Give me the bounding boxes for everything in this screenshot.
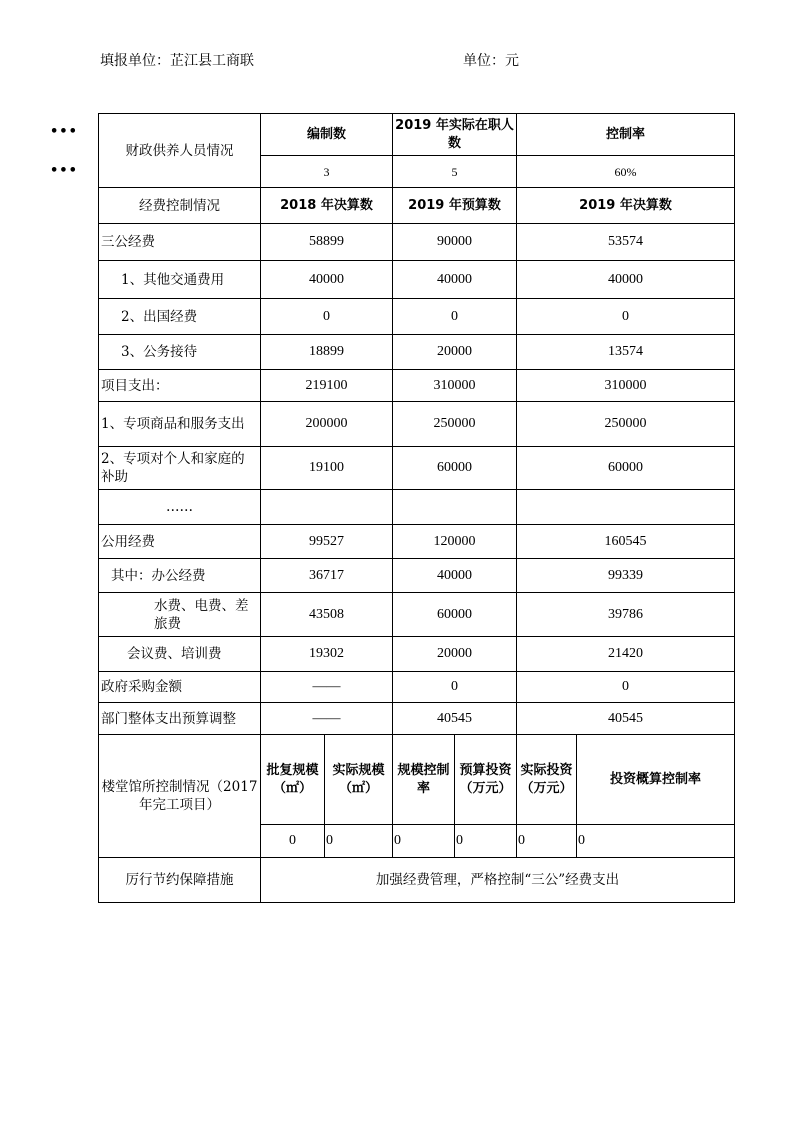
row-label: 部门整体支出预算调整 [99, 703, 261, 735]
cell: 160545 [517, 525, 735, 559]
cell: 310000 [517, 370, 735, 402]
cell: 60000 [393, 593, 517, 637]
row-label: 政府采购金额 [99, 672, 261, 703]
cell: 0 [393, 672, 517, 703]
cell: 200000 [261, 402, 393, 447]
cell: 60000 [517, 447, 735, 490]
expense-control-table [98, 113, 735, 903]
row-label: 1、其他交通费用 [99, 261, 261, 299]
cell: 20000 [393, 335, 517, 370]
cell: 219100 [261, 370, 393, 402]
saving-measures: 加强经费管理，严格控制“三公”经费支出 [261, 858, 735, 903]
reporting-unit: 填报单位：芷江县工商联 [100, 53, 254, 69]
currency-unit: 单位：元 [463, 53, 519, 69]
cell: 0 [261, 299, 393, 335]
staff-value: 60% [517, 156, 735, 188]
building-value: 0 [577, 825, 735, 858]
cell: 13574 [517, 335, 735, 370]
cell [517, 490, 735, 525]
building-value: 0 [261, 825, 325, 858]
row-label: 2、出国经费 [99, 299, 261, 335]
cell: 18899 [261, 335, 393, 370]
row-label: 水费、电费、差旅费 [99, 593, 261, 637]
staff-row-label: 财政供养人员情况 [99, 114, 261, 188]
row-label: 三公经费 [99, 224, 261, 261]
cell: 250000 [517, 402, 735, 447]
cell: 21420 [517, 637, 735, 672]
staff-header: 控制率 [517, 114, 735, 156]
cell: 310000 [393, 370, 517, 402]
row-label: 公用经费 [99, 525, 261, 559]
cell: 40545 [393, 703, 517, 735]
building-header: 规模控制率 [393, 735, 455, 825]
row-label: 1、专项商品和服务支出 [99, 402, 261, 447]
row-label: 会议费、培训费 [99, 637, 261, 672]
cell: 99527 [261, 525, 393, 559]
staff-value: 5 [393, 156, 517, 188]
cell: 36717 [261, 559, 393, 593]
margin-mark: ••• [50, 124, 78, 139]
row-label: 3、公务接待 [99, 335, 261, 370]
building-row-label: 楼堂馆所控制情况（2017 年完工项目） [99, 735, 261, 858]
expense-header: 2019 年预算数 [393, 188, 517, 224]
cell: 99339 [517, 559, 735, 593]
building-value: 0 [393, 825, 455, 858]
building-header: 批复规模（㎡） [261, 735, 325, 825]
cell: 20000 [393, 637, 517, 672]
row-label: 其中：办公经费 [99, 559, 261, 593]
expense-header: 2019 年决算数 [517, 188, 735, 224]
cell: 250000 [393, 402, 517, 447]
staff-header: 2019 年实际在职人数 [393, 114, 517, 156]
cell: 19302 [261, 637, 393, 672]
cell: 40000 [393, 559, 517, 593]
row-label: …… [99, 490, 261, 525]
building-header: 实际投资（万元） [517, 735, 577, 825]
cell: 43508 [261, 593, 393, 637]
building-value: 0 [455, 825, 517, 858]
building-header: 预算投资（万元） [455, 735, 517, 825]
building-value: 0 [325, 825, 393, 858]
row-label: 2、专项对个人和家庭的补助 [99, 447, 261, 490]
building-value: 0 [517, 825, 577, 858]
staff-header: 编制数 [261, 114, 393, 156]
expense-row-label: 经费控制情况 [99, 188, 261, 224]
cell: 120000 [393, 525, 517, 559]
cell: 39786 [517, 593, 735, 637]
cell: 40000 [517, 261, 735, 299]
cell: 90000 [393, 224, 517, 261]
cell: 40000 [261, 261, 393, 299]
building-header: 实际规模（㎡） [325, 735, 393, 825]
staff-value: 3 [261, 156, 393, 188]
expense-header: 2018 年决算数 [261, 188, 393, 224]
cell: —— [261, 703, 393, 735]
cell: 58899 [261, 224, 393, 261]
cell: 53574 [517, 224, 735, 261]
cell: 40545 [517, 703, 735, 735]
cell [393, 490, 517, 525]
cell: 60000 [393, 447, 517, 490]
cell: 0 [517, 672, 735, 703]
cell: —— [261, 672, 393, 703]
margin-mark: ••• [50, 163, 78, 178]
cell: 0 [393, 299, 517, 335]
cell: 19100 [261, 447, 393, 490]
cell [261, 490, 393, 525]
row-label: 项目支出： [99, 370, 261, 402]
saving-row-label: 厉行节约保障措施 [99, 858, 261, 903]
cell: 40000 [393, 261, 517, 299]
building-header: 投资概算控制率 [577, 735, 735, 825]
cell: 0 [517, 299, 735, 335]
